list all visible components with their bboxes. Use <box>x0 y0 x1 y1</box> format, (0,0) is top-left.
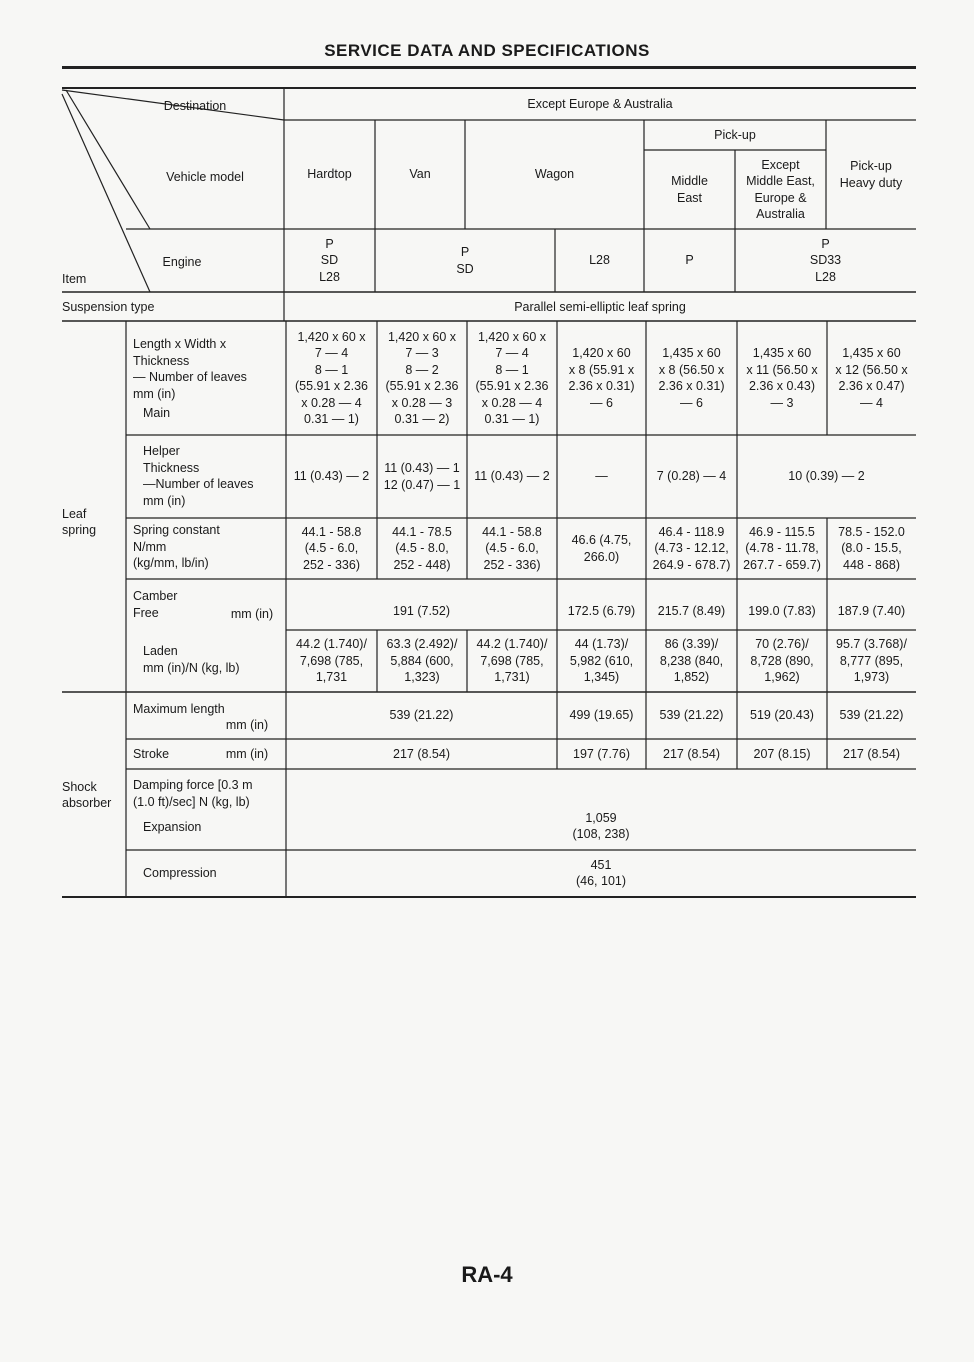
model-pickup-heavy-duty: Pick-up Heavy duty <box>839 159 903 190</box>
camber-laden-wagon: 44.2 (1.740)/ 7,698 (785, 1,731) <box>476 637 548 685</box>
main-leaf-sublabel: Main <box>143 405 171 420</box>
camber-laden-middle-east: 86 (3.39)/ 8,238 (840, 1,852) <box>659 637 724 685</box>
spring-constant-van: 44.1 - 78.5 (4.5 - 8.0, 252 - 448) <box>392 524 452 572</box>
page-title: SERVICE DATA AND SPECIFICATIONS <box>324 41 650 60</box>
main-leaf-label: Length x Width x Thickness — Number of leaves mm (in) <box>133 337 247 401</box>
max-length-hardtop-van-wagon: 539 (21.22) <box>389 708 454 723</box>
model-hardtop: Hardtop <box>307 167 352 182</box>
compression-value: 451 (46, 101) <box>575 857 627 888</box>
engine-hardtop: P SD L28 <box>319 236 340 284</box>
model-van: Van <box>409 167 431 182</box>
expansion-value: 1,059 (108, 238) <box>572 810 630 841</box>
helper-van: 11 (0.43) — 1 12 (0.47) — 1 <box>383 461 461 492</box>
camber-laden-except-middle-east: 70 (2.76)/ 8,728 (890, 1,962) <box>750 637 814 685</box>
camber-free-unit: mm (in) <box>230 606 274 621</box>
camber-laden-label: Laden mm (in)/N (kg, lb) <box>143 644 240 675</box>
main-leaf-wagon: 1,420 x 60 x 7 — 4 8 — 1 (55.91 x 2.36 x 0.28 — 4 0.31 — 1) <box>475 329 549 426</box>
engine-van-wagon: P SD <box>456 245 474 276</box>
helper-hardtop: 11 (0.43) — 2 <box>293 469 370 484</box>
page-number: RA-4 <box>461 1262 513 1287</box>
spring-constant-except-middle-east: 46.9 - 115.5 (4.78 - 11.78, 267.7 - 659.7) <box>743 524 821 572</box>
helper-wagon: 11 (0.43) — 2 <box>474 469 550 484</box>
stroke-label: Stroke <box>133 746 170 761</box>
camber-free-hardtop-van-wagon: 191 (7.52) <box>393 604 450 619</box>
suspension-type-label: Suspension type <box>62 299 155 314</box>
stroke-middle-east: 217 (8.54) <box>663 746 720 761</box>
max-length-pickup-heavy: 539 (21.22) <box>839 708 904 723</box>
helper-leaf-label: Helper Thickness —Number of leaves mm (in) <box>143 444 254 508</box>
spring-constant-hardtop: 44.1 - 58.8 (4.5 - 6.0, 252 - 336) <box>301 524 362 572</box>
main-leaf-except-middle-east: 1,435 x 60 x 11 (56.50 x 2.36 x 0.43) — 3 <box>746 346 818 410</box>
engine-middle-east: P <box>685 253 694 268</box>
main-leaf-wagon-l28: 1,420 x 60 x 8 (55.91 x 2.36 x 0.31) — 6 <box>568 346 635 410</box>
stroke-wagon-l28: 197 (7.76) <box>573 746 630 761</box>
leaf-spring-label: Leaf spring <box>62 506 97 537</box>
camber-laden-van: 63.3 (2.492)/ 5,884 (600, 1,323) <box>386 637 458 685</box>
helper-middle-east: 7 (0.28) — 4 <box>656 469 727 484</box>
spring-constant-wagon: 44.1 - 58.8 (4.5 - 6.0, 252 - 336) <box>482 524 542 572</box>
engine-wagon-l28: L28 <box>589 253 610 268</box>
helper-pickup-rest: 10 (0.39) — 2 <box>788 469 865 484</box>
camber-laden-wagon-l28: 44 (1.73)/ 5,982 (610, 1,345) <box>569 637 634 685</box>
model-middle-east: Middle East <box>671 174 708 205</box>
engine-label: Engine <box>162 254 202 269</box>
damping-force-label: Damping force [0.3 m (1.0 ft)/sec] N (kg, lb) <box>133 778 253 809</box>
stroke-except-middle-east: 207 (8.15) <box>753 746 811 761</box>
main-leaf-van: 1,420 x 60 x 7 — 3 8 — 2 (55.91 x 2.36 x 0.28 — 3 0.31 — 2) <box>385 329 459 426</box>
spring-constant-pickup-heavy: 78.5 - 152.0 (8.0 - 15.5, 448 - 868) <box>838 524 905 572</box>
main-leaf-hardtop: 1,420 x 60 x 7 — 4 8 — 1 (55.91 x 2.36 x 0.28 — 4 0.31 — 1) <box>295 329 368 426</box>
camber-laden-hardtop: 44.2 (1.740)/ 7,698 (785, 1,731 <box>296 637 367 685</box>
suspension-type-value: Parallel semi-elliptic leaf spring <box>514 299 686 314</box>
stroke-hardtop-van-wagon: 217 (8.54) <box>393 746 450 761</box>
shock-absorber-label: Shock absorber <box>62 779 112 810</box>
camber-free-label: Camber Free <box>133 589 178 620</box>
max-length-wagon-l28: 499 (19.65) <box>569 708 634 723</box>
model-wagon: Wagon <box>534 167 575 182</box>
main-leaf-middle-east: 1,435 x 60 x 8 (56.50 x 2.36 x 0.31) — 6 <box>658 346 725 410</box>
main-leaf-pickup-heavy: 1,435 x 60 x 12 (56.50 x 2.36 x 0.47) — 4 <box>835 346 908 410</box>
expansion-label: Expansion <box>143 819 202 834</box>
pickup-group-label: Pick-up <box>714 127 756 142</box>
helper-wagon-l28: — <box>595 469 608 484</box>
max-length-unit: mm (in) <box>225 717 269 732</box>
compression-label: Compression <box>143 865 217 880</box>
max-length-middle-east: 539 (21.22) <box>659 708 724 723</box>
destination-label: Destination <box>163 98 227 113</box>
camber-laden-pickup-heavy: 95.7 (3.768)/ 8,777 (895, 1,973) <box>836 637 907 685</box>
stroke-pickup-heavy: 217 (8.54) <box>843 746 900 761</box>
camber-free-except-middle-east: 199.0 (7.83) <box>748 604 816 619</box>
stroke-unit: mm (in) <box>225 746 269 761</box>
engine-pickup-rest: P SD33 L28 <box>809 236 842 284</box>
camber-free-middle-east: 215.7 (8.49) <box>657 604 726 619</box>
max-length-except-middle-east: 519 (20.43) <box>750 708 814 723</box>
vehicle-model-label: Vehicle model <box>166 169 244 184</box>
item-label: Item <box>62 271 87 286</box>
spring-constant-wagon-l28: 46.6 (4.75, 266.0) <box>571 533 632 564</box>
spring-constant-label: Spring constant N/mm (kg/mm, lb/in) <box>133 523 220 570</box>
camber-free-pickup-heavy: 187.9 (7.40) <box>837 604 906 619</box>
destination-value: Except Europe & Australia <box>527 96 673 111</box>
camber-free-wagon-l28: 172.5 (6.79) <box>567 604 636 619</box>
max-length-label: Maximum length <box>133 701 225 716</box>
spring-constant-middle-east: 46.4 - 118.9 (4.73 - 12.12, 264.9 - 678.7) <box>652 524 731 572</box>
model-except-middle-east: Except Middle East, Europe & Australia <box>746 157 815 221</box>
